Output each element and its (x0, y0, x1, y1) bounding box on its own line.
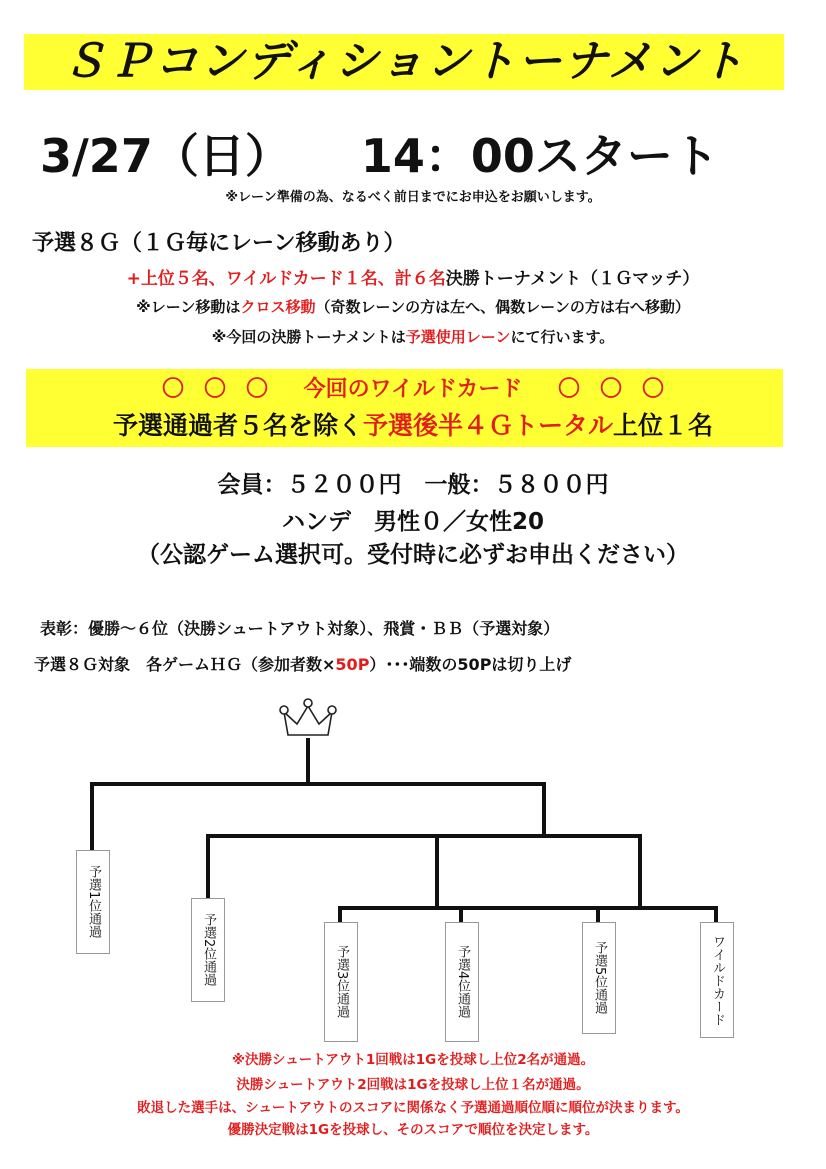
lane-move-note: ※レーン移動はクロス移動（奇数レーンの方は左へ、偶数レーンの方は右へ移動） (136, 298, 690, 316)
footer-note-3: 敗退した選手は、シュートアウトのスコアに関係なく予選通過順位順に順位が決まります。 (137, 1100, 689, 1116)
page-title: ＳＰコンディショントーナメント (62, 36, 746, 87)
prep-note: ※レーン準備の為、なるべく前日までにお申込をお願いします。 (225, 190, 601, 205)
seed-5-box: 予選5位通過 (582, 922, 616, 1034)
footer-note-2: 決勝シュートアウト2回戦は1Gを投球し上位１名が通過。 (236, 1077, 590, 1093)
footer-note-4: 優勝決定戦は1Gを投球し、そのスコアで順位を決定します。 (227, 1122, 599, 1138)
event-date: 3/27（日） (40, 129, 291, 183)
bracket-lines (92, 740, 716, 922)
entry-fee: 会員：５２００円 一般：５８００円 (217, 472, 609, 498)
finals-format: +上位５名、ワイルドカード１名、計６名決勝トーナメント（１Ｇマッチ） (126, 269, 700, 289)
high-game-line: 予選８Ｇ対象 各ゲームＨＧ（参加者数×50P）･･･端数の50Pは切り上げ (34, 655, 572, 674)
awards-line: 表彰：優勝～６位（決勝シュートアウト対象）、飛賞・ＢＢ（予選対象） (40, 619, 560, 638)
wildcard-heading: 〇 〇 〇 今回のワイルドカード 〇 〇 〇 (161, 377, 665, 402)
seed-2-box: 予選2位通過 (191, 898, 225, 1002)
qualifier-format: 予選８Ｇ（１Ｇ毎にレーン移動あり） (32, 231, 406, 256)
seed-3-box: 予選3位通過 (324, 922, 358, 1042)
finals-lane-note: ※今回の決勝トーナメントは予選使用レーンにて行います。 (211, 328, 615, 346)
seed-4-box: 予選4位通過 (445, 922, 479, 1042)
footer-note-1: ※決勝シュートアウト1回戦は1Gを投球し上位2名が通過。 (231, 1052, 595, 1068)
start-time: 14：00スタート (360, 129, 719, 183)
wildcard-rule: 予選通過者５名を除く予選後半４Ｇトータル上位１名 (112, 411, 714, 440)
date-time-line (40, 120, 800, 186)
official-game-note: （公認ゲーム選択可。受付時に必ずお申出ください） (137, 542, 689, 568)
seed-1-box: 予選1位通過 (76, 850, 110, 954)
crown-icon (280, 699, 336, 735)
wildcard-seed-box: ワイルドカード (700, 922, 734, 1038)
handicap: ハンデ 男性０／女性20 (281, 509, 544, 535)
